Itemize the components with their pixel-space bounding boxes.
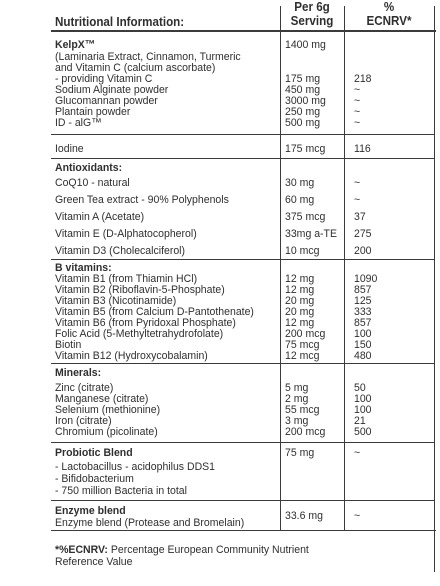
b-vitamin-amount: 12 mg — [285, 317, 315, 329]
minerals-title: Minerals: — [55, 367, 102, 379]
b-vitamin-amount: 20 mg — [285, 306, 315, 318]
antioxidant-amount: 33mg a-TE — [285, 228, 337, 240]
kelpx-row-amount: 250 mg — [285, 106, 321, 118]
b-vitamin-amount: 12 mg — [285, 284, 315, 296]
b-vitamin-name: Vitamin B2 (Riboflavin-5-Phosphate) — [55, 284, 225, 296]
b-vitamins-title: B vitamins: — [55, 262, 112, 274]
antioxidant-nrv: 200 — [354, 245, 372, 257]
kelpx-desc-1: (Laminaria Extract, Cinnamon, Turmeric — [55, 51, 241, 63]
mineral-name: Selenium (methionine) — [55, 404, 161, 416]
mineral-nrv: 500 — [354, 426, 372, 438]
antioxidant-name: Vitamin E (D-Alphatocopherol) — [55, 228, 197, 240]
probiotic-line: - Bifidobacterium — [55, 473, 134, 485]
mineral-nrv: 50 — [354, 382, 366, 394]
antioxidant-amount: 60 mg — [285, 194, 315, 206]
b-vitamin-nrv: 480 — [354, 350, 372, 362]
section-divider — [51, 500, 434, 501]
antioxidant-name: Green Tea extract - 90% Polyphenols — [55, 194, 229, 206]
kelpx-row-nrv: ~ — [354, 95, 361, 107]
antioxidant-nrv: ~ — [354, 177, 361, 189]
kelpx-row-name: ID - alG™ — [55, 117, 102, 129]
iodine-name: Iodine — [55, 143, 84, 155]
mineral-amount: 3 mg — [285, 415, 309, 427]
column-divider-1 — [280, 6, 281, 530]
probiotic-line: - 750 million Bacteria in total — [55, 485, 187, 497]
b-vitamin-name: Vitamin B6 (from Pyridoxal Phosphate) — [55, 317, 236, 329]
enzyme-amount: 33.6 mg — [285, 510, 323, 522]
kelpx-row-name: - providing Vitamin C — [55, 73, 153, 85]
antioxidant-name: Vitamin A (Acetate) — [55, 211, 145, 223]
antioxidant-amount: 30 mg — [285, 177, 315, 189]
antioxidant-name: Vitamin D3 (Cholecalciferol) — [55, 245, 186, 257]
mineral-nrv: 100 — [354, 404, 372, 416]
probiotic-amount: 75 mg — [285, 447, 315, 459]
b-vitamin-nrv: 857 — [354, 317, 372, 329]
b-vitamin-name: Biotin — [55, 339, 82, 351]
mineral-amount: 55 mcg — [285, 404, 320, 416]
antioxidant-amount: 10 mcg — [285, 245, 320, 257]
table-title: Nutritional Information: — [55, 15, 185, 29]
probiotic-nrv: ~ — [354, 447, 361, 459]
mineral-amount: 200 mcg — [285, 426, 326, 438]
section-divider — [51, 259, 434, 260]
kelpx-row-amount: 175 mg — [285, 73, 321, 85]
b-vitamin-name: Vitamin B12 (Hydroxycobalamin) — [55, 350, 208, 362]
mineral-name: Manganese (citrate) — [55, 393, 149, 405]
b-vitamin-name: Folic Acid (5-Methyltetrahydrofolate) — [55, 328, 224, 340]
kelpx-row-name: Plantain powder — [55, 106, 131, 118]
kelpx-title: KelpX™ — [55, 39, 96, 51]
header-divider — [51, 30, 436, 32]
enzyme-title: Enzyme blend — [55, 505, 126, 517]
antioxidant-nrv: ~ — [354, 194, 361, 206]
b-vitamin-nrv: 333 — [354, 306, 372, 318]
footnote-line-2: Reference Value — [55, 556, 133, 568]
b-vitamin-nrv: 1090 — [354, 273, 378, 285]
kelpx-row-nrv: ~ — [354, 106, 361, 118]
mineral-amount: 2 mg — [285, 393, 309, 405]
b-vitamin-nrv: 125 — [354, 295, 372, 307]
b-vitamin-nrv: 857 — [354, 284, 372, 296]
mineral-name: Iron (citrate) — [55, 415, 112, 427]
b-vitamin-name: Vitamin B1 (from Thiamin HCl) — [55, 273, 198, 285]
kelpx-row-name: Glucomannan powder — [55, 95, 158, 107]
kelpx-row-name: Sodium Alginate powder — [55, 84, 169, 96]
antioxidant-name: CoQ10 - natural — [55, 177, 130, 189]
mineral-amount: 5 mg — [285, 382, 309, 394]
kelpx-row-nrv: ~ — [354, 84, 361, 96]
b-vitamin-name: Vitamin B3 (Nicotinamide) — [55, 295, 177, 307]
nutrition-table — [51, 0, 436, 580]
b-vitamin-amount: 200 mcg — [285, 328, 326, 340]
kelpx-row-nrv: ~ — [354, 117, 361, 129]
section-divider — [51, 134, 434, 135]
section-divider — [51, 442, 434, 443]
kelpx-row-amount: 450 mg — [285, 84, 321, 96]
probiotic-line: - Lactobacillus - acidophilus DDS1 — [55, 461, 216, 473]
b-vitamin-amount: 20 mg — [285, 295, 315, 307]
footnote-line-1 — [55, 544, 309, 556]
ecnrv-header: % — [383, 0, 395, 14]
mineral-name: Zinc (citrate) — [55, 382, 114, 394]
footnote-text-1: *%ECNRV: — [55, 544, 108, 556]
table-right-border — [434, 6, 435, 572]
b-vitamin-nrv: 100 — [354, 328, 372, 340]
kelpx-row-nrv: 218 — [354, 73, 372, 85]
mineral-nrv: 21 — [354, 415, 366, 427]
column-divider-2 — [344, 6, 345, 530]
iodine-amount: 175 mcg — [285, 143, 326, 155]
mineral-name: Chromium (picolinate) — [55, 426, 158, 438]
per-serving-header-2: Serving — [290, 14, 334, 28]
b-vitamin-name: Vitamin B5 (from Calcium D-Pantothenate) — [55, 306, 254, 318]
kelpx-amount: 1400 mg — [285, 39, 326, 51]
probiotic-title: Probiotic Blend — [55, 447, 133, 459]
b-vitamin-amount: 75 mcg — [285, 339, 320, 351]
iodine-nrv: 116 — [354, 143, 371, 155]
antioxidant-nrv: 37 — [354, 211, 366, 223]
ecnrv-header-2: ECNRV* — [366, 14, 412, 28]
enzyme-desc: Enzyme blend (Protease and Bromelain) — [55, 517, 245, 529]
antioxidant-amount: 375 mcg — [285, 211, 326, 223]
b-vitamin-amount: 12 mcg — [285, 350, 320, 362]
section-divider — [51, 363, 434, 364]
antioxidants-title: Antioxidants: — [55, 162, 123, 174]
kelpx-row-amount: 3000 mg — [285, 95, 326, 107]
footnote-text-1-rest: Percentage European Community Nutrient — [110, 544, 309, 556]
b-vitamin-amount: 12 mg — [285, 273, 315, 285]
kelpx-desc-2: and Vitamin C (calcium ascorbate) — [55, 62, 216, 74]
section-divider — [51, 158, 434, 159]
b-vitamin-nrv: 150 — [354, 339, 372, 351]
footnote-divider — [51, 530, 436, 531]
per-serving-header: Per 6g — [294, 0, 330, 14]
enzyme-nrv: ~ — [354, 510, 361, 522]
kelpx-row-amount: 500 mg — [285, 117, 321, 129]
mineral-nrv: 100 — [354, 393, 372, 405]
antioxidant-nrv: 275 — [354, 228, 372, 240]
